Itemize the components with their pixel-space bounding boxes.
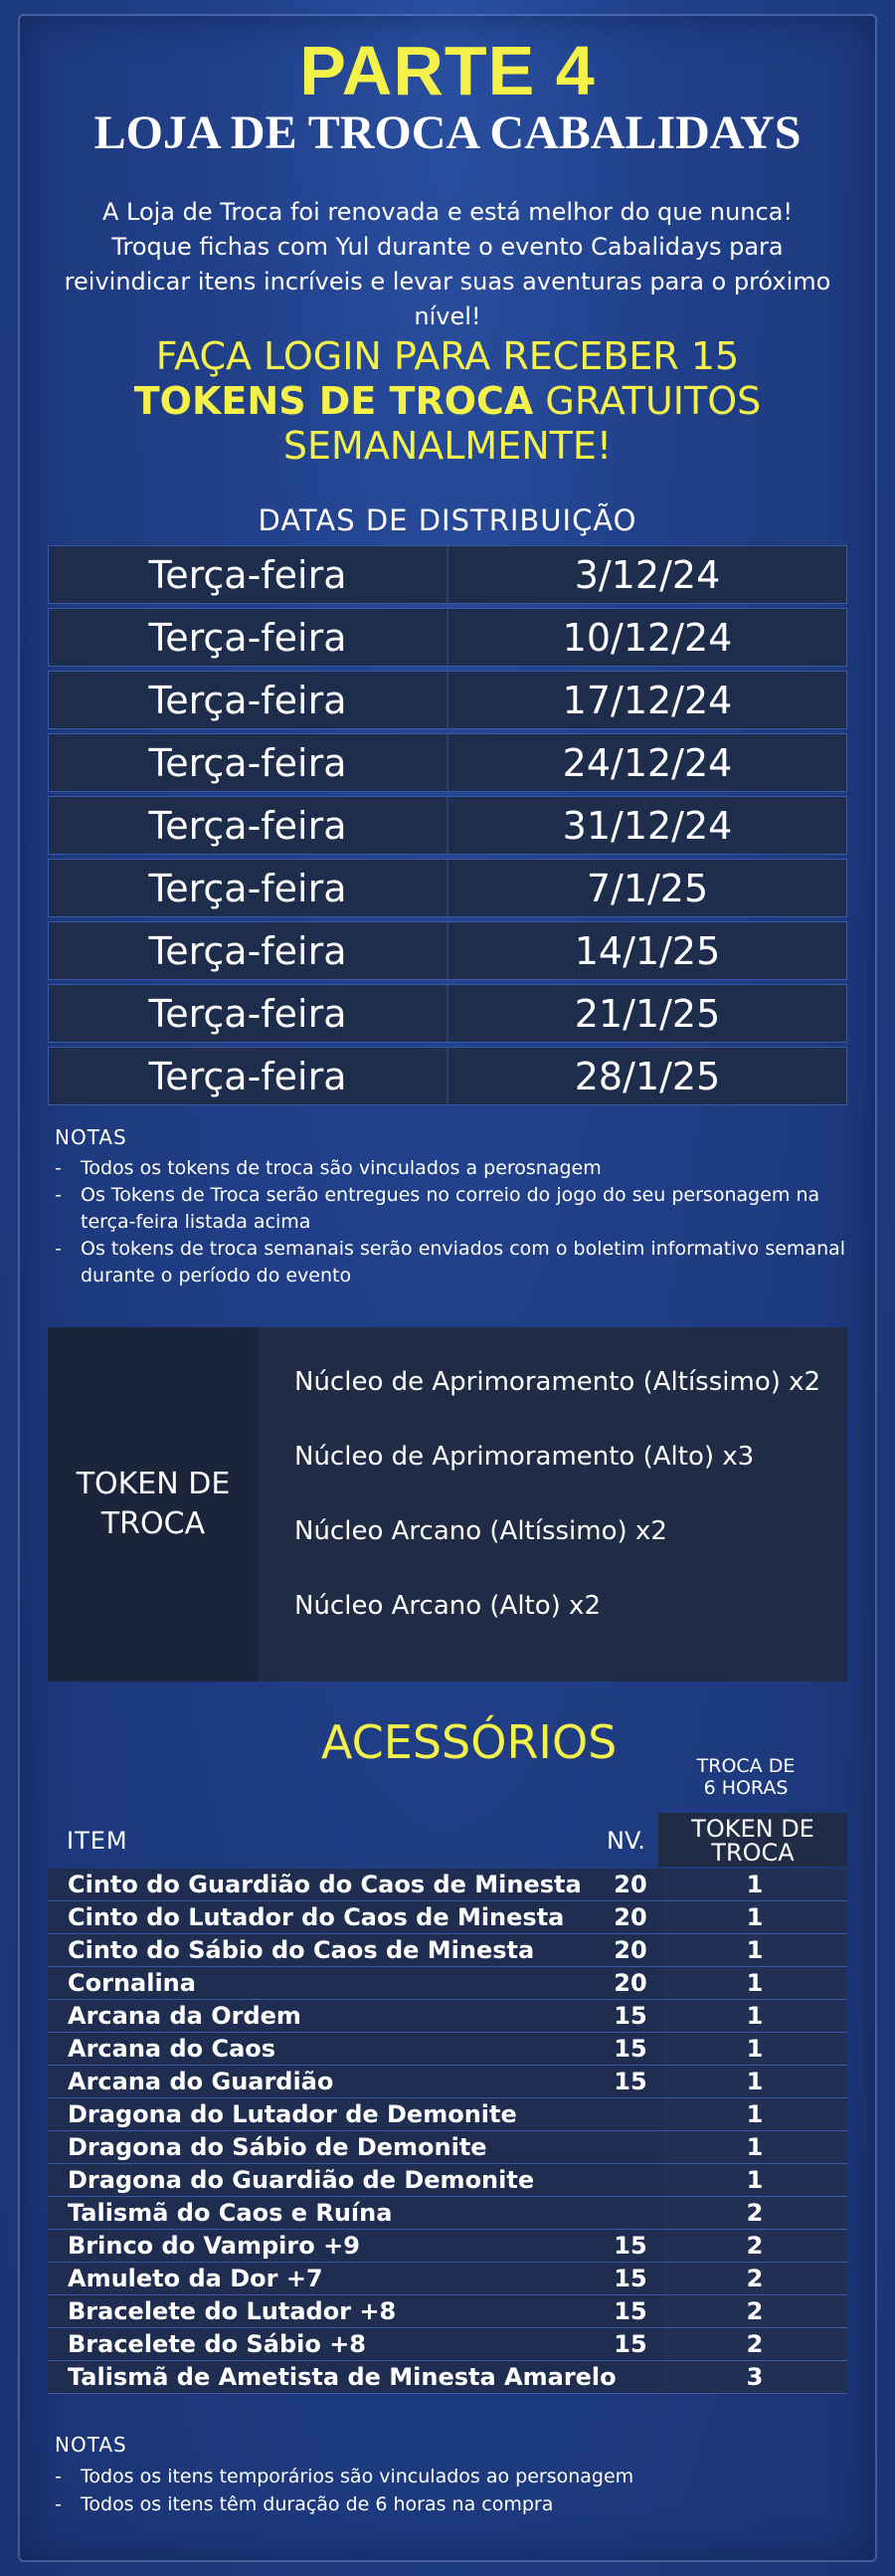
note-bullet: - bbox=[55, 1157, 62, 1179]
table-row bbox=[48, 2098, 847, 2131]
distribution-row bbox=[48, 859, 847, 917]
item-level bbox=[603, 2361, 658, 2393]
column-header-token bbox=[658, 1813, 847, 1867]
item-name: Arcana do Guardião bbox=[68, 2068, 334, 2095]
item-token-cost: 1 bbox=[662, 1934, 847, 1966]
token-reward-item: Núcleo Arcano (Altíssimo) x2 bbox=[294, 1516, 667, 1546]
item-name: Dragona do Sábio de Demonite bbox=[68, 2133, 487, 2161]
note-item bbox=[55, 1182, 850, 1236]
exchange-line-1: TROCA DE bbox=[696, 1755, 796, 1777]
item-name: Dragona do Lutador de Demonite bbox=[68, 2100, 517, 2128]
item-name: Bracelete do Sábio +8 bbox=[68, 2330, 366, 2358]
distribution-row bbox=[48, 984, 847, 1043]
note-text: Todos os itens temporários são vinculados ao personagem bbox=[81, 2466, 634, 2487]
item-level bbox=[603, 2197, 658, 2229]
distribution-table bbox=[48, 545, 847, 1109]
item-name: Arcana da Ordem bbox=[68, 2002, 301, 2030]
part-heading: PARTE 4 bbox=[299, 32, 596, 109]
notes-title: NOTAS bbox=[55, 2433, 127, 2457]
distribution-row bbox=[48, 671, 847, 729]
note-text: Todos os itens têm duração de 6 horas na compra bbox=[81, 2493, 554, 2515]
item-level: 20 bbox=[614, 1969, 647, 1997]
distribution-day: Terça-feira bbox=[49, 672, 448, 728]
item-token-cost: 1 bbox=[662, 2098, 847, 2130]
table-row bbox=[48, 2000, 847, 2033]
item-token-cost: 2 bbox=[662, 2295, 847, 2327]
notes-list bbox=[55, 1155, 850, 1289]
note-item bbox=[55, 2490, 850, 2518]
note-bullet: - bbox=[55, 1184, 62, 1206]
item-level: 20 bbox=[614, 1903, 647, 1931]
token-label bbox=[48, 1327, 259, 1682]
item-token-cost: 2 bbox=[662, 2197, 847, 2229]
item-token-cost: 2 bbox=[662, 2328, 847, 2360]
exchange-line-2: 6 HORAS bbox=[703, 1777, 789, 1799]
token-header-line-2: TROCA bbox=[711, 1839, 795, 1867]
item-name: Talismã de Ametista de Minesta Amarelo bbox=[68, 2363, 617, 2391]
distribution-row bbox=[48, 608, 847, 667]
table-row bbox=[48, 2263, 847, 2295]
item-token-cost: 1 bbox=[662, 1869, 847, 1900]
distribution-day: Terça-feira bbox=[49, 734, 448, 791]
table-row bbox=[48, 2066, 847, 2098]
item-name: Cinto do Lutador do Caos de Minesta bbox=[68, 1903, 565, 1931]
distribution-date: 28/1/25 bbox=[574, 1054, 721, 1098]
table-row bbox=[48, 2164, 847, 2197]
item-name: Amuleto da Dor +7 bbox=[68, 2265, 323, 2292]
login-promo bbox=[40, 334, 855, 469]
note-item bbox=[55, 1236, 850, 1289]
item-name: Cinto do Sábio do Caos de Minesta bbox=[68, 1936, 535, 1964]
note-text: Os tokens de troca semanais serão enviados com o boletim informativo semanal durante o período do evento bbox=[81, 1238, 846, 1287]
distribution-date: 14/1/25 bbox=[574, 928, 721, 973]
table-row bbox=[48, 2230, 847, 2263]
table-row bbox=[48, 2033, 847, 2066]
item-token-cost: 1 bbox=[662, 2000, 847, 2032]
login-line-1: FAÇA LOGIN PARA RECEBER 15 bbox=[155, 334, 740, 378]
item-name: Talismã do Caos e Ruína bbox=[68, 2199, 393, 2227]
note-item bbox=[55, 2463, 850, 2490]
distribution-date: 17/12/24 bbox=[562, 678, 733, 722]
distribution-title: DATAS DE DISTRIBUIÇÃO bbox=[258, 503, 637, 537]
item-token-cost: 1 bbox=[662, 2066, 847, 2097]
token-label-line-2: TROCA bbox=[100, 1506, 206, 1541]
distribution-day: Terça-feira bbox=[49, 1048, 448, 1104]
item-name: Brinco do Vampiro +9 bbox=[68, 2232, 360, 2260]
item-name: Cornalina bbox=[68, 1969, 196, 1997]
item-name: Arcana do Caos bbox=[68, 2035, 276, 2063]
accessories-title: ACESSÓRIOS bbox=[321, 1715, 618, 1769]
item-level: 20 bbox=[614, 1871, 647, 1898]
token-header-line-1: TOKEN DE bbox=[691, 1815, 814, 1843]
token-reward-list bbox=[259, 1327, 847, 1682]
item-token-cost: 2 bbox=[662, 2230, 847, 2262]
item-level: 15 bbox=[614, 2330, 647, 2358]
table-row bbox=[48, 2197, 847, 2230]
item-token-cost: 1 bbox=[662, 2164, 847, 2196]
item-level bbox=[603, 2098, 658, 2130]
column-header-level: NV. bbox=[607, 1827, 645, 1855]
note-text: Todos os tokens de troca são vinculados a perosnagem bbox=[81, 1157, 602, 1179]
item-level: 15 bbox=[614, 2035, 647, 2063]
item-name: Dragona do Guardião de Demonite bbox=[68, 2166, 535, 2194]
distribution-date: 7/1/25 bbox=[586, 866, 709, 910]
item-level bbox=[603, 2164, 658, 2196]
distribution-row bbox=[48, 733, 847, 792]
distribution-date: 31/12/24 bbox=[562, 803, 733, 848]
notes-title: NOTAS bbox=[55, 1125, 127, 1149]
distribution-row bbox=[48, 796, 847, 855]
login-line-2 bbox=[40, 379, 855, 424]
login-bold-tokens: TOKENS DE TROCA bbox=[133, 379, 534, 423]
token-reward-item: Núcleo de Aprimoramento (Alto) x3 bbox=[294, 1442, 755, 1472]
notes-section-1 bbox=[55, 1124, 850, 1289]
table-row bbox=[48, 2328, 847, 2361]
distribution-row bbox=[48, 921, 847, 980]
notes-section-2 bbox=[55, 2431, 850, 2518]
login-line-3: SEMANALMENTE! bbox=[282, 424, 613, 468]
distribution-date: 21/1/25 bbox=[574, 991, 721, 1036]
item-name: Bracelete do Lutador +8 bbox=[68, 2297, 397, 2325]
item-level: 15 bbox=[614, 2265, 647, 2292]
item-token-cost: 1 bbox=[662, 2033, 847, 2065]
distribution-date: 24/12/24 bbox=[562, 740, 733, 785]
distribution-day: Terça-feira bbox=[49, 609, 448, 666]
distribution-date: 10/12/24 bbox=[562, 615, 733, 660]
distribution-day: Terça-feira bbox=[49, 546, 448, 603]
distribution-row bbox=[48, 1047, 847, 1105]
table-row bbox=[48, 1869, 847, 1901]
table-row bbox=[48, 1934, 847, 1967]
note-text: Os Tokens de Troca serão entregues no correio do jogo do seu personagem na terça-feira listada acima bbox=[81, 1184, 820, 1233]
note-item bbox=[55, 1155, 850, 1182]
item-level: 15 bbox=[614, 2297, 647, 2325]
token-reward-item: Núcleo Arcano (Alto) x2 bbox=[294, 1591, 601, 1621]
item-level: 15 bbox=[614, 2002, 647, 2030]
note-bullet: - bbox=[55, 2466, 62, 2487]
token-label-line-1: TOKEN DE bbox=[76, 1467, 231, 1501]
token-rewards-box bbox=[48, 1327, 847, 1682]
table-row bbox=[48, 2295, 847, 2328]
intro-text: A Loja de Troca foi renovada e está melhor do que nunca! Troque fichas com Yul durante o evento Cabalidays para reivindicar itens incríveis e levar suas aventuras para o próximo nível! bbox=[64, 198, 831, 330]
accessories-table bbox=[48, 1869, 847, 2394]
item-name: Cinto do Guardião do Caos de Minesta bbox=[68, 1871, 582, 1898]
notes-list bbox=[55, 2463, 850, 2518]
shop-title: LOJA DE TROCA CABALIDAYS bbox=[93, 106, 802, 159]
distribution-row bbox=[48, 545, 847, 604]
item-token-cost: 1 bbox=[662, 1967, 847, 1999]
item-level: 20 bbox=[614, 1936, 647, 1964]
table-row bbox=[48, 2131, 847, 2164]
item-level: 15 bbox=[614, 2232, 647, 2260]
item-token-cost: 1 bbox=[662, 2131, 847, 2163]
token-reward-item: Núcleo de Aprimoramento (Altíssimo) x2 bbox=[294, 1367, 821, 1397]
table-row bbox=[48, 1901, 847, 1934]
note-bullet: - bbox=[55, 1238, 62, 1260]
item-token-cost: 2 bbox=[662, 2263, 847, 2294]
table-row bbox=[48, 1967, 847, 2000]
item-level bbox=[603, 2131, 658, 2163]
exchange-duration-header bbox=[641, 1755, 850, 1799]
distribution-date: 3/12/24 bbox=[574, 552, 721, 597]
item-token-cost: 3 bbox=[662, 2361, 847, 2393]
login-line-2-rest: GRATUITOS bbox=[533, 379, 762, 423]
item-level: 15 bbox=[614, 2068, 647, 2095]
distribution-day: Terça-feira bbox=[49, 797, 448, 854]
distribution-day: Terça-feira bbox=[49, 922, 448, 979]
distribution-day: Terça-feira bbox=[49, 860, 448, 916]
table-row bbox=[48, 2361, 847, 2394]
distribution-day: Terça-feira bbox=[49, 985, 448, 1042]
column-header-item: ITEM bbox=[67, 1827, 128, 1855]
note-bullet: - bbox=[55, 2493, 62, 2515]
item-token-cost: 1 bbox=[662, 1901, 847, 1933]
